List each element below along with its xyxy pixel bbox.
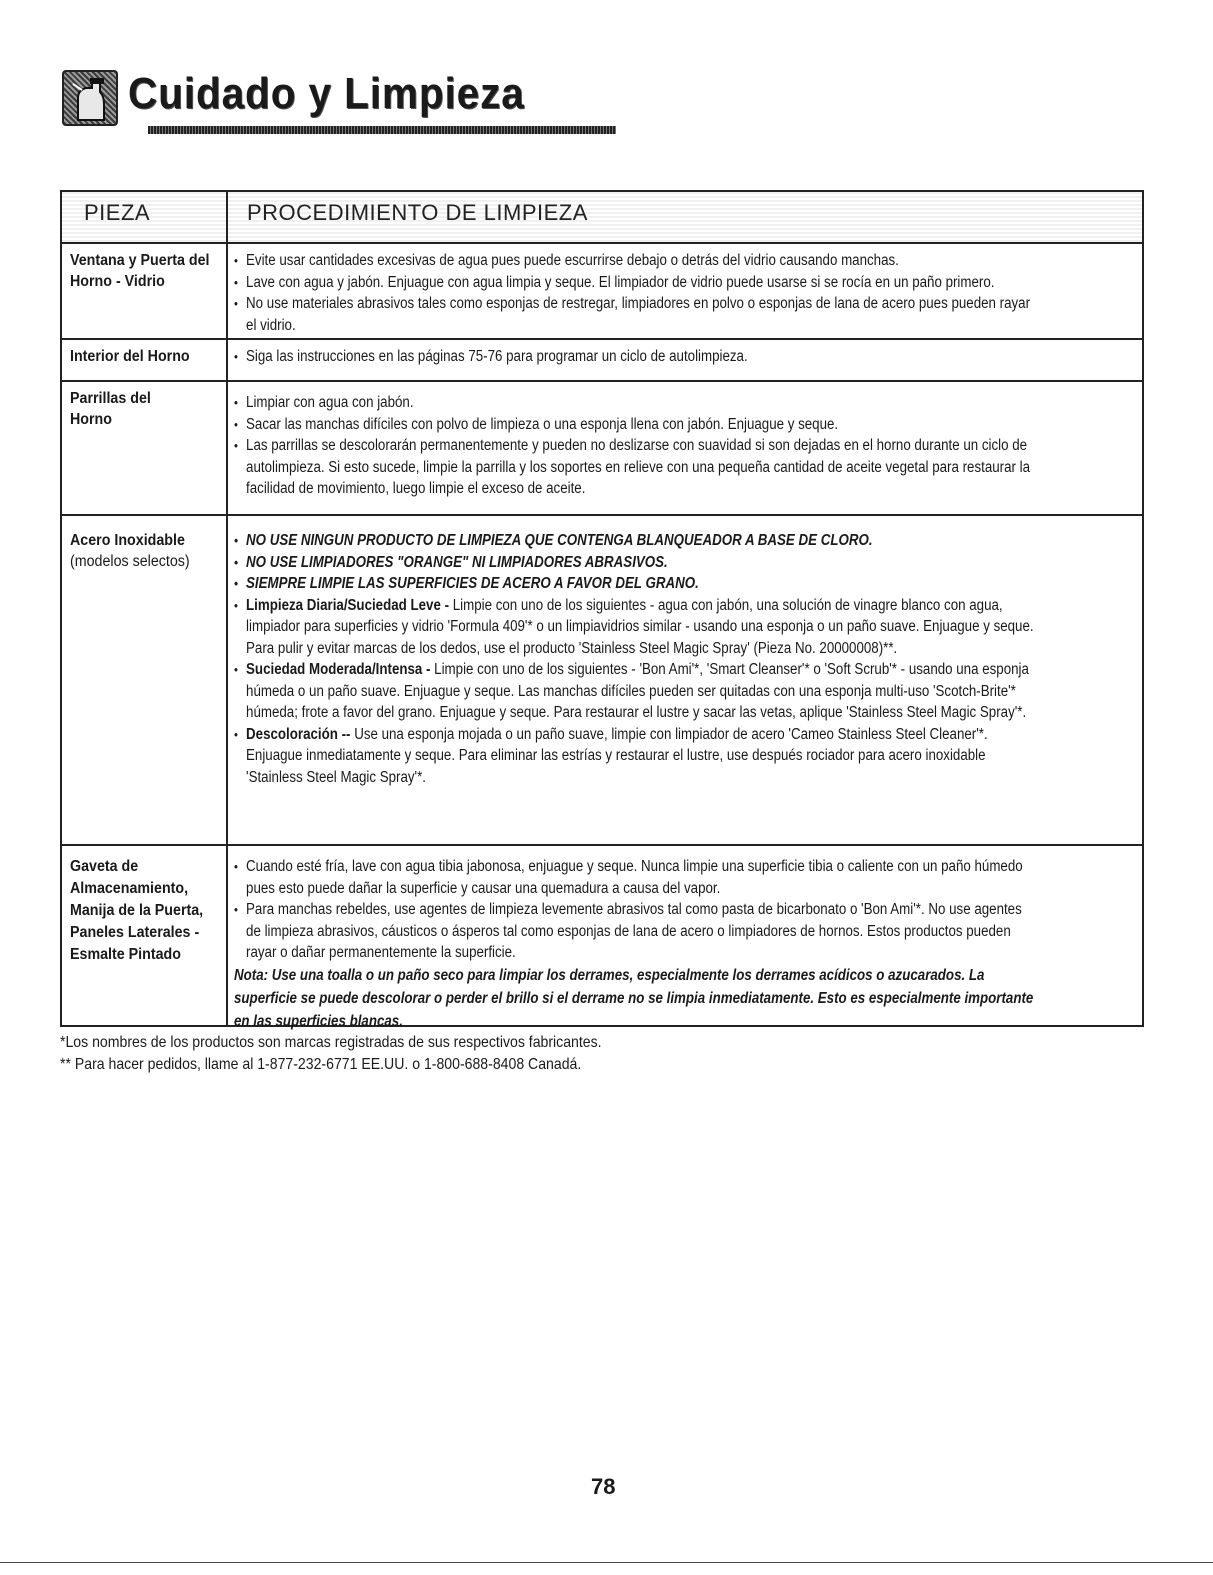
page-header [62,60,562,140]
item-label: Suciedad Moderada/Intensa - [246,661,431,678]
part-name [70,530,214,572]
procedure-item: • Sacar las manchas difíciles con polvo de limpieza o una esponja llena con jabón. Enjuague y seque. [234,414,1034,436]
procedure-item [234,659,1034,724]
part-name: Gaveta de Almacenamiento, Manija de la Puerta, Paneles Laterales - Esmalte Pintado [70,858,204,963]
warning-item: • NO USE LIMPIADORES "ORANGE" NI LIMPIADORES ABRASIVOS. [234,552,1034,574]
item-text: Use una esponja mojada o un paño suave, limpie con limpiador de acero 'Cameo Stainless Steel Cleaner'*. Enjuague inmediatamente y seque. Para eliminar las estrías y restaurar el lustre, use después rociador para acero inoxidable 'Stainless Steel Magic Spray'*. [246,725,988,786]
table-row [62,382,1142,516]
warning-item: • SIEMPRE LIMPIE LAS SUPERFICIES DE ACERO A FAVOR DEL GRANO. [234,573,1034,595]
title-underline [148,126,616,134]
procedure-item: • No use materiales abrasivos tales como esponjas de restregar, limpiadores en polvo o esponjas de lana de acero pues pueden rayar el vidrio. [234,293,1034,336]
page-title: Cuidado y Limpieza [128,69,525,118]
warning-item: • NO USE NINGUN PRODUCTO DE LIMPIEZA QUE CONTENGA BLANQUEADOR A BASE DE CLORO. [234,530,1034,552]
procedure-item: • Limpiar con agua con jabón. [234,392,1034,414]
item-text: Limpie con uno de los siguientes - 'Bon Ami'*, 'Smart Cleanser'* o 'Soft Scrub'* - usando una esponja húmeda o un paño suave. Enjuague y seque. Las manchas difíciles pueden ser quitadas con una esponja multi-uso 'Scotch-Brite'* húmeda; frote a favor del grano. Enjuague y seque. Para restaurar el lustre y sacar las vetas, aplique 'Stainless Steel Magic Spray'*. [246,661,1029,721]
table-row [62,244,1142,340]
note-text: Nota: Use una toalla o un paño seco para limpiar los derrames, especialmente los derrames acídicos o azucarados. La superficie se puede descolorar o perder el brillo si el derrame no se limpia inmediatamente. Esto es especialmente importante en las superficies blancas. [234,966,1034,1030]
procedure-item: • Las parrillas se descolorarán permanentemente y pueden no deslizarse con suavidad si son dejadas en el horno durante un ciclo de autolimpieza. Si esto sucede, limpie la parrilla y los soportes en relieve con una pequeña cantidad de aceite vegetal para restaurar la facilidad de movimiento, luego limpie el exceso de aceite. [234,435,1034,500]
procedure-item: • Siga las instrucciones en las páginas 75-76 para programar un ciclo de autolimpieza. [234,346,1034,368]
cleaning-spray-icon [62,70,118,126]
part-name: Interior del Horno [70,348,190,365]
table-row [62,516,1142,846]
procedure-cell [234,250,1034,336]
item-label: Limpieza Diaria/Suciedad Leve - [246,596,450,614]
procedure-item: • Evite usar cantidades excesivas de agua pues puede escurrirse debajo o detrás del vidrio causando manchas. [234,250,1034,272]
item-text: Limpie con uno de los siguientes - agua con jabón, una solución de vinagre blanco con agua, limpiador para superficies y vidrio 'Formula 409'* o un limpiavidrios similar - usando una esponja o un paño suave. Enjuague y seque. Para pulir y evitar marcas de los dedos, use el producto 'Stainless Steel Magic Spray' (Pieza No. 20000008)**. [246,596,1034,657]
procedure-cell [234,530,1034,788]
footnote: ** Para hacer pedidos, llame al 1-877-232-6771 EE.UU. o 1-800-688-8408 Canadá. [60,1056,582,1073]
procedure-cell [234,856,1034,1033]
page-number: 78 [591,1474,616,1499]
procedure-cell [234,346,1034,368]
column-header-procedure: PROCEDIMIENTO DE LIMPIEZA [247,200,588,225]
column-header-part: PIEZA [84,200,151,225]
bottom-divider [0,1562,1213,1563]
table-row [62,846,1142,1030]
procedure-item [234,724,1034,789]
footnotes [60,1032,940,1076]
table-header [62,192,1142,244]
footnote: *Los nombres de los productos son marcas registradas de sus respectivos fabricantes. [60,1034,602,1051]
procedure-item [234,595,1034,660]
part-name: Ventana y Puerta del Horno - Vidrio [70,252,210,290]
part-name: Parrillas del Horno [70,390,151,428]
procedure-item: • Lave con agua y jabón. Enjuague con agua limpia y seque. El limpiador de vidrio puede usarse si se rocía en un paño primero. [234,272,1034,294]
item-label: Descoloración -- [246,725,351,743]
procedure-item: • Para manchas rebeldes, use agentes de limpieza levemente abrasivos tal como pasta de bicarbonato o 'Bon Ami'*. No use agentes de limpieza abrasivos, cáusticos o ásperos tal como esponjas de lana de acero o limpiadores de hornos. Estos productos pueden rayar o dañar permanentemente la superficie. [234,899,1034,964]
table-row [62,340,1142,382]
part-subtitle: (modelos selectos) [70,553,190,570]
cleaning-table [60,190,1144,1030]
part-title: Acero Inoxidable [70,532,185,549]
procedure-cell [234,392,1034,500]
procedure-item: • Cuando esté fría, lave con agua tibia jabonosa, enjuague y seque. Nunca limpie una superficie tibia o caliente con un paño húmedo pues esto puede dañar la superficie y causar una quemadura a causa del vapor. [234,856,1034,899]
